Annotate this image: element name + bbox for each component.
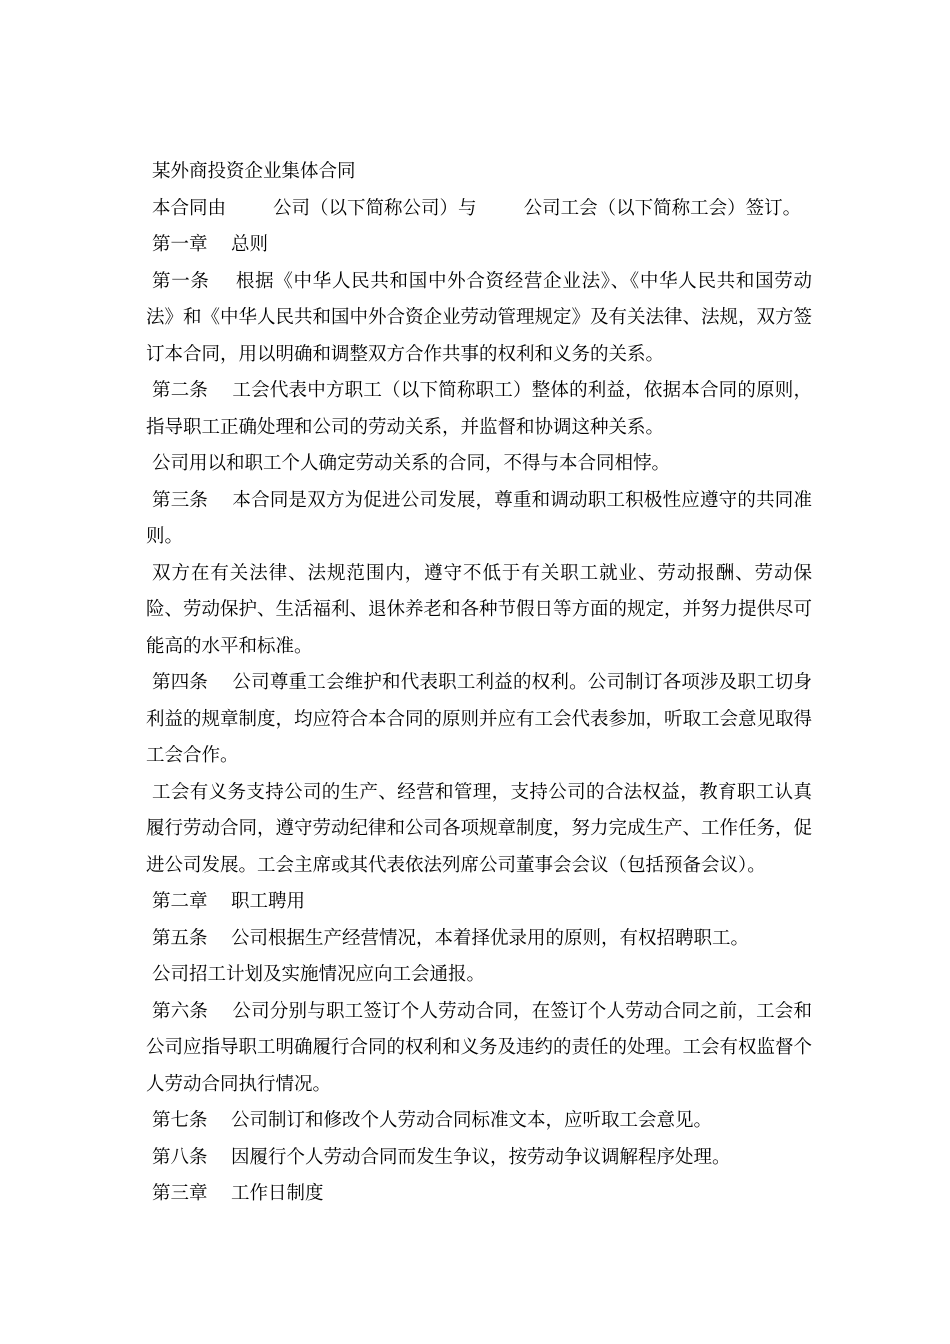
paragraph-article-5-note: 公司招工计划及实施情况应向工会通报。 xyxy=(152,964,486,985)
paragraph-article-3-detail: 双方在有关法律、法规范围内，遵守不低于有关职工就业、劳动报酬、劳动保险、劳动保护、生活福利、退休养老和各种节假日等方面的规定，并努力提供尽可能高的水平和标准。 xyxy=(146,562,813,657)
article-3: 第三条 本合同是双方为促进公司发展，尊重和调动职工积极性应遵守的共同准则。 xyxy=(146,489,812,547)
article-8: 第八条 因履行个人劳动合同而发生争议，按劳动争议调解程序处理。 xyxy=(152,1146,731,1168)
chapter-heading-2: 第二章 职工聘用 xyxy=(152,891,306,912)
chapter-heading-1: 第一章 总则 xyxy=(152,234,269,255)
document-title: 某外商投资企业集体合同 xyxy=(152,161,356,182)
article-1: 第一条 根据《中华人民共和国中外合资经营企业法》、《中华人民共和国劳动法》和《中华人民共和国中外合资企业劳动管理规定》及有关法律、法规，双方签订本合同，用以明确和调整双方合作共事的权利和义务的关系。 xyxy=(146,270,813,365)
paragraph-article-2-note: 公司用以和职工个人确定劳动关系的合同，不得与本合同相悖。 xyxy=(152,453,671,474)
article-6: 第六条 公司分别与职工签订个人劳动合同，在签订个人劳动合同之前，工会和公司应指导职工明确履行合同的权利和义务及违约的责任的处理。工会有权监督个人劳动合同执行情况。 xyxy=(146,1000,813,1095)
paragraph-article-4-detail: 工会有义务支持公司的生产、经营和管理，支持公司的合法权益，教育职工认真履行劳动合同，遵守劳动纪律和公司各项规章制度，努力完成生产、工作任务，促进公司发展。工会主席或其代表依法列席公司董事会会议（包括预备会议）。 xyxy=(146,781,813,876)
article-7: 第七条 公司制订和修改个人劳动合同标准文本，应听取工会意见。 xyxy=(152,1110,713,1131)
chapter-heading-3: 第三章 工作日制度 xyxy=(152,1183,324,1204)
article-4: 第四条 公司尊重工会维护和代表职工利益的权利。公司制订各项涉及职工切身利益的规章制度，均应符合本合同的原则并应有工会代表参加，听取工会意见取得工会合作。 xyxy=(146,672,813,766)
article-2: 第二条 工会代表中方职工（以下简称职工）整体的利益，依据本合同的原则，指导职工正确处理和公司的劳动关系，并监督和协调这种关系。 xyxy=(146,380,812,438)
article-5: 第五条 公司根据生产经营情况，本着择优录用的原则，有权招聘职工。 xyxy=(152,927,750,949)
document-body xyxy=(146,154,812,1213)
paragraph-parties: 本合同由 公司（以下简称公司）与 公司工会（以下简称工会）签订。 xyxy=(152,197,802,219)
